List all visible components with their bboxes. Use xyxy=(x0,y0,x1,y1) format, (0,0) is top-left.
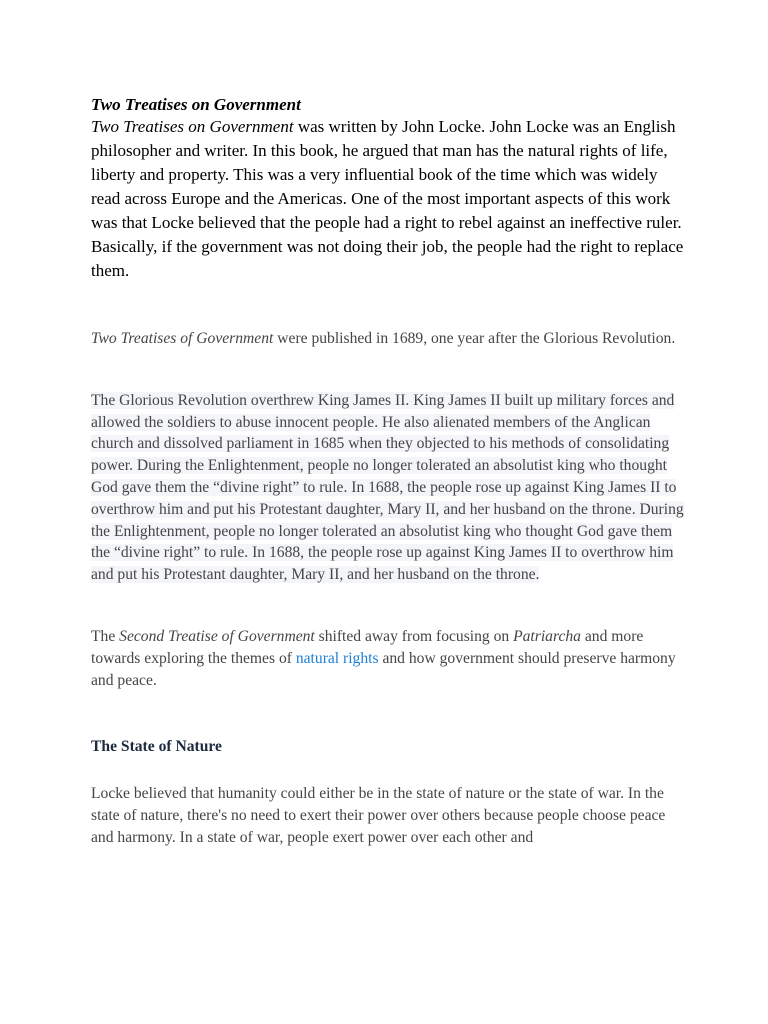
second-treatise-text: shifted away from focusing on xyxy=(314,627,514,645)
published-text: were published in 1689, one year after the Glorious Revolution. xyxy=(273,330,676,347)
glorious-revolution-paragraph xyxy=(91,390,691,586)
intro-book-title: Two Treatises on Government xyxy=(91,117,294,136)
published-paragraph xyxy=(91,328,691,350)
second-treatise-title: Second Treatise of Government xyxy=(119,627,315,645)
published-book-title: Two Treatises of Government xyxy=(91,330,274,347)
document-page xyxy=(91,94,691,849)
second-treatise-paragraph xyxy=(91,626,691,691)
intro-text: was written by John Locke. John Locke was an English philosopher and writer. In this book, he argued that man has the natural rights of life, liberty and property. This was a very influential book of the time which was widely read across Europe and the Americas. One of the most important aspects of this work was that Locke believed that the people had a right to rebel against an ineffective ruler. Basically, if the government was not doing their job, the people had the right to replace them. xyxy=(91,117,684,280)
document-heading: Two Treatises on Government xyxy=(91,95,301,114)
section-title: The State of Nature xyxy=(91,738,222,756)
state-of-nature-paragraph: Locke believed that humanity could either be in the state of nature or the state of war. In the state of nature, there's no need to exert their power over others because people choose peace and harmony. In a state of war, people exert power over each other and xyxy=(91,785,666,846)
second-treatise-text: and more towards exploring the themes of xyxy=(91,627,644,667)
intro-paragraph xyxy=(91,115,691,283)
second-treatise-text: and how government should preserve harmony and peace. xyxy=(91,649,676,689)
highlighted-text: The Glorious Revolution overthrew King James II. King James II built up military forces and allowed the soldiers to abuse innocent people. He also alienated members of the Anglican church and dissolved parliament in 1685 when they objected to his methods of consolidating power. During the Enlightenment, people no longer tolerated an absolutist king who thought God gave them the “divine right” to rule. In 1688, the people rose up against King James II to overthrow him and put his Protestant daughter, Mary II, and her husband on the throne. During the Enlightenment, people no longer tolerated an absolutist king who thought God gave them the “divine right” to rule. In 1688, the people rose up against King James II to overthrow him and put his Protestant daughter, Mary II, and her husband on the throne. xyxy=(91,391,684,584)
natural-rights-link[interactable]: natural rights xyxy=(295,649,379,667)
second-treatise-text: The xyxy=(91,627,120,645)
patriarcha-title: Patriarcha xyxy=(513,627,581,645)
